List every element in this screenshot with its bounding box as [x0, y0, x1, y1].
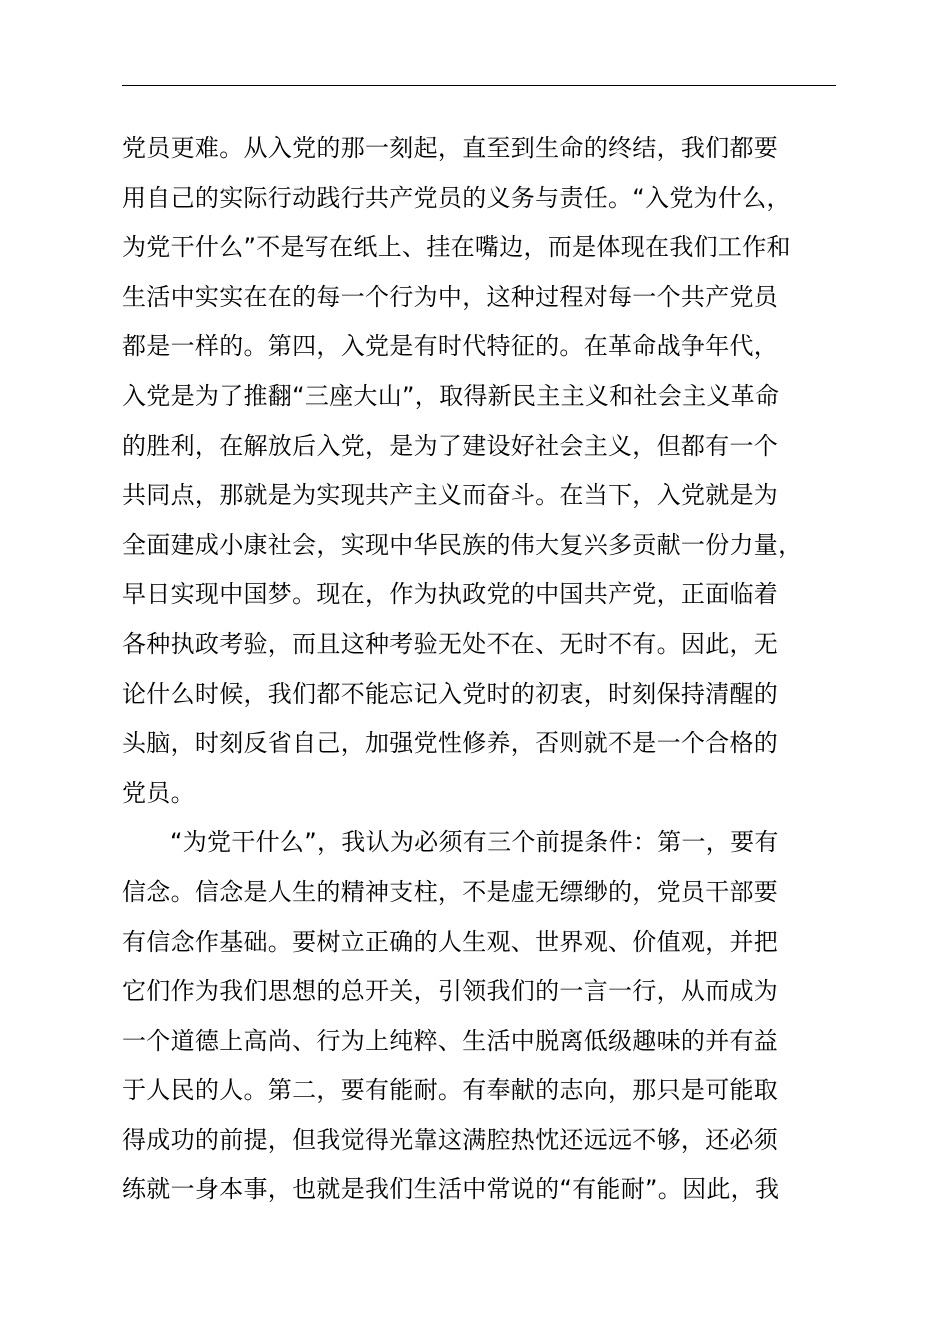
text-line-13: 头脑，时刻反省自己，加强党性修养，否则就不是一个合格的 [122, 729, 779, 758]
text-line-3: 为党干什么”不是写在纸上、挂在嘴边，而是体现在我们工作和 [122, 233, 791, 262]
text-line-15: “为党干什么”，我认为必须有三个前提条件：第一，要有 [170, 828, 779, 857]
text-line-14: 党员。 [122, 778, 195, 807]
text-line-20: 于人民的人。第二，要有能耐。有奉献的志向，那只是可能取 [122, 1076, 779, 1105]
text-line-2: 用自己的实际行动践行共产党员的义务与责任。“入党为什么， [122, 183, 791, 212]
text-line-22: 练就一身本事，也就是我们生活中常说的“有能耐”。因此，我 [122, 1175, 780, 1204]
text-line-12: 论什么时候，我们都不能忘记入党时的初衷，时刻保持清醒的 [122, 679, 779, 708]
text-line-4: 生活中实实在在的每一个行为中，这种过程对每一个共产党员 [122, 282, 779, 311]
body-text [122, 124, 882, 1215]
text-line-19: 一个道德上高尚、行为上纯粹、生活中脱离低级趣味的并有益 [122, 1026, 779, 1055]
text-line-16: 信念。信念是人生的精神支柱，不是虚无缥缈的，党员干部要 [122, 877, 779, 906]
text-line-8: 共同点，那就是为实现共产主义而奋斗。在当下，入党就是为 [122, 481, 779, 510]
text-line-21: 得成功的前提，但我觉得光靠这满腔热忱还远远不够，还必须 [122, 1125, 779, 1154]
text-line-18: 它们作为我们思想的总开关，引领我们的一言一行，从而成为 [122, 977, 779, 1006]
text-line-10: 早日实现中国梦。现在，作为执政党的中国共产党，正面临着 [122, 580, 779, 609]
text-line-6: 入党是为了推翻“三座大山”，取得新民主主义和社会主义革命 [122, 381, 780, 410]
text-line-7: 的胜利，在解放后入党，是为了建设好社会主义，但都有一个 [122, 431, 779, 460]
header-rule [122, 85, 836, 86]
text-line-17: 有信念作基础。要树立正确的人生观、世界观、价值观，并把 [122, 927, 779, 956]
text-line-9: 全面建成小康社会，实现中华民族的伟大复兴多贡献一份力量， [122, 530, 803, 559]
text-line-11: 各种执政考验，而且这种考验无处不在、无时不有。因此，无 [122, 629, 779, 658]
text-line-5: 都是一样的。第四，入党是有时代特征的。在革命战争年代， [122, 332, 779, 361]
text-line-1: 党员更难。从入党的那一刻起，直至到生命的终结，我们都要 [122, 134, 779, 162]
